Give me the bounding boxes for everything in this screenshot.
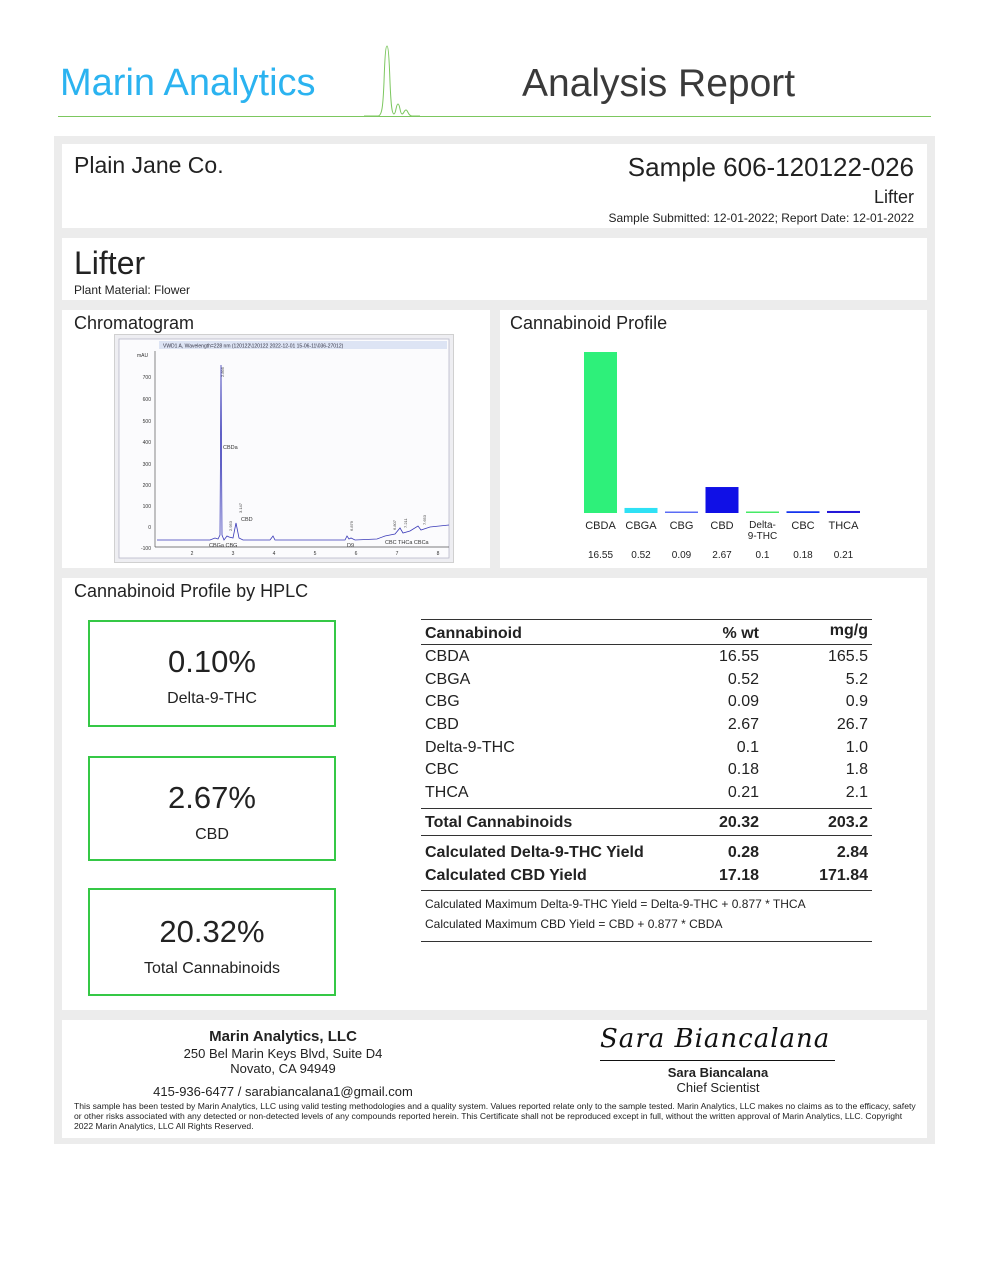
brand-logo-text: Marin Analytics [60, 62, 316, 104]
cell-cannabinoid: CBC [425, 761, 459, 779]
bar-cbg [665, 512, 698, 514]
table-yield-rows [421, 835, 872, 884]
signature-image: Sara Biancalana [600, 1024, 831, 1054]
yield-cbd-wt: 17.18 [718, 866, 759, 884]
cell-cannabinoid: CBDA [425, 648, 470, 665]
bar-cbda [584, 352, 617, 513]
kpi-total-value: 20.32% [159, 914, 265, 949]
chrom-rt-label: 7.653 [422, 514, 427, 525]
category-label: THCA [828, 520, 859, 532]
report-title: Analysis Report [522, 62, 796, 105]
table-notes [421, 890, 872, 942]
kpi-cbd-value: 2.67% [168, 780, 256, 815]
chrom-x-tick: 6 [354, 551, 358, 557]
cell-wt: 0.18 [727, 761, 759, 779]
chromatogram-logo-icon [362, 42, 422, 120]
total-mgg: 203.2 [827, 813, 868, 831]
table-rows [421, 645, 872, 804]
col-header-mgg: mg/g [829, 622, 868, 639]
table-row [421, 736, 872, 759]
yield-thc-wt: 0.28 [727, 843, 759, 861]
table-row [421, 668, 872, 691]
plant-material: Plant Material: Flower [74, 283, 191, 297]
cell-wt: 0.1 [736, 738, 759, 756]
chrom-y-tick: 600 [142, 397, 151, 403]
table-row [421, 645, 872, 668]
chrom-y-tick: 0 [148, 525, 151, 531]
bar-thca [827, 511, 860, 513]
chrom-x-tick: 8 [436, 551, 440, 557]
hplc-title: Cannabinoid Profile by HPLC [74, 581, 309, 601]
cell-mgg: 1.8 [845, 761, 868, 779]
chrom-rt-label: 7.211 [403, 518, 408, 528]
value-label: 16.55 [587, 550, 614, 561]
chrom-peak-right: CBC THCa CBCa [385, 540, 429, 546]
bar-cbc [787, 511, 820, 513]
bar-cbd [706, 487, 739, 513]
col-header-cannabinoid: Cannabinoid [425, 625, 522, 642]
chrom-y-tick: 200 [142, 483, 151, 489]
table-row [421, 713, 872, 736]
cannabinoid-bar-chart [575, 345, 865, 565]
lab-info [150, 1028, 416, 1099]
chrom-y-unit: mAU [137, 353, 149, 359]
chrom-x-tick: 4 [272, 551, 276, 557]
chrom-y-tick: 700 [142, 375, 151, 381]
chromatogram-title: Chromatogram [74, 313, 195, 333]
signer-name: Sara Biancalana [667, 1065, 769, 1080]
category-label: CBDA [585, 520, 616, 532]
cell-cannabinoid: CBG [425, 693, 460, 711]
cell-cannabinoid: CBD [425, 716, 459, 734]
cell-mgg: 165.5 [827, 648, 868, 665]
chrom-peak-cbga-cbg: CBGa CBG [209, 543, 238, 549]
kpi-cbd [88, 756, 336, 861]
category-label: Delta- [749, 520, 776, 531]
category-label: CBD [710, 520, 734, 532]
chrom-y-tick: 100 [142, 504, 151, 510]
hplc-table [421, 619, 872, 942]
value-label: 2.67 [712, 550, 732, 561]
chrom-peak-cbd: CBD [241, 517, 253, 523]
chrom-y-tick: 400 [142, 440, 151, 446]
cell-cannabinoid: THCA [425, 784, 469, 802]
strain-panel [62, 238, 927, 300]
lab-address2: Novato, CA 94949 [230, 1061, 336, 1076]
lab-company: Marin Analytics, LLC [209, 1028, 357, 1045]
chrom-rt-label: 6.879 [349, 520, 354, 531]
value-label: 0.1 [755, 550, 770, 561]
strain-name: Lifter [74, 245, 146, 281]
col-header-wt: % wt [722, 625, 759, 642]
cell-wt: 2.67 [727, 716, 759, 734]
chrom-x-tick: 2 [190, 551, 194, 557]
cell-wt: 16.55 [718, 648, 759, 665]
table-row [421, 781, 872, 804]
yield-cbd-label: Calculated CBD Yield [425, 866, 587, 884]
cell-mgg: 26.7 [836, 716, 868, 734]
kpi-thc [88, 620, 336, 727]
cell-wt: 0.09 [727, 693, 759, 711]
value-label: 0.21 [833, 550, 854, 561]
kpi-total [88, 888, 336, 996]
cell-wt: 0.21 [727, 784, 759, 802]
chrom-rt-label: 6.807 [392, 519, 397, 530]
sample-id: Sample 606-120122-026 [627, 152, 914, 182]
chrom-rt-label: 2.953 [228, 520, 233, 531]
chrom-x-tick: 7 [395, 551, 399, 557]
chrom-peak-cbda: CBDa [223, 445, 238, 451]
kpi-thc-label: Delta-9-THC [167, 690, 257, 707]
kpi-thc-value: 0.10% [168, 644, 256, 679]
cell-cannabinoid: CBGA [425, 670, 471, 688]
lab-contact: 415-936-6477 / sarabiancalana1@gmail.com [153, 1084, 413, 1099]
cell-wt: 0.52 [727, 670, 759, 688]
total-wt: 20.32 [718, 813, 759, 831]
header-divider [58, 116, 931, 117]
signature-line [600, 1060, 835, 1061]
client-name: Plain Jane Co. [74, 152, 224, 178]
signer-block [588, 1065, 848, 1095]
cell-mgg: 2.1 [845, 784, 868, 802]
signer-title: Chief Scientist [676, 1080, 760, 1095]
yield-thc-mgg: 2.84 [836, 843, 868, 861]
value-label: 0.09 [671, 550, 692, 561]
chrom-y-tick: 500 [142, 419, 151, 425]
chrom-x-tick: 5 [313, 551, 317, 557]
cell-mgg: 1.0 [845, 738, 868, 756]
total-label: Total Cannabinoids [425, 813, 573, 831]
category-label: CBC [791, 520, 815, 532]
chrom-rt-label: 2.895 [220, 366, 225, 377]
chrom-y-tick: 300 [142, 462, 151, 468]
sample-name: Lifter [873, 187, 914, 207]
category-label: CBGA [625, 520, 657, 532]
chrom-y-tick: -100 [140, 546, 151, 552]
cannabinoid-profile-title: Cannabinoid Profile [510, 313, 668, 333]
chrom-rt-label: 3.147 [238, 502, 243, 513]
table-total-row [421, 808, 872, 835]
chrom-header-text: VWD1 A, Wavelength=228 nm (120122\120122 2022-12-01 15-06-11\036-27012) [163, 343, 344, 350]
chrom-peak-d9: D9 [347, 543, 355, 549]
sample-dates: Sample Submitted: 12-01-2022; Report Date: 12-01-2022 [608, 211, 914, 225]
note-thc-formula: Calculated Maximum Delta-9-THC Yield = Delta-9-THC + 0.877 * THCA [425, 896, 806, 911]
bar-delta-9-thc [746, 512, 779, 514]
value-label: 0.52 [631, 550, 651, 561]
table-row [421, 690, 872, 713]
table-header-row [421, 619, 872, 645]
yield-cbd-mgg: 171.84 [819, 866, 868, 884]
cell-mgg: 5.2 [845, 670, 868, 688]
kpi-total-label: Total Cannabinoids [143, 960, 281, 977]
note-cbd-formula: Calculated Maximum CBD Yield = CBD + 0.877 * CBDA [425, 916, 723, 931]
kpi-cbd-label: CBD [195, 826, 229, 843]
value-label: 0.18 [793, 550, 813, 561]
table-row [421, 758, 872, 781]
chromatogram-image [114, 334, 454, 563]
cell-mgg: 0.9 [845, 693, 868, 711]
disclaimer-text: This sample has been tested by Marin Analytics, LLC using valid testing methodologies and a quality system. Values reported relate only to the sample tested. Marin Analytics, LLC makes no claims as to the efficacy, safety or other risks associated with any detected or non-detected levels of any compounds reported herein. This Certificate shall not be reproduced except in full, without the written approval of Marin Analytics, LLC. Copyright 2022 Marin Analytics, LLC All Rights Reserved. [74, 1101, 916, 1131]
cell-cannabinoid: Delta-9-THC [425, 738, 515, 756]
yield-thc-label: Calculated Delta-9-THC Yield [425, 843, 644, 861]
chrom-x-tick: 3 [231, 551, 235, 557]
bar-cbga [625, 508, 658, 513]
category-label: CBG [669, 520, 694, 532]
lab-address1: 250 Bel Marin Keys Blvd, Suite D4 [183, 1046, 383, 1061]
category-label: 9-THC [747, 531, 778, 542]
